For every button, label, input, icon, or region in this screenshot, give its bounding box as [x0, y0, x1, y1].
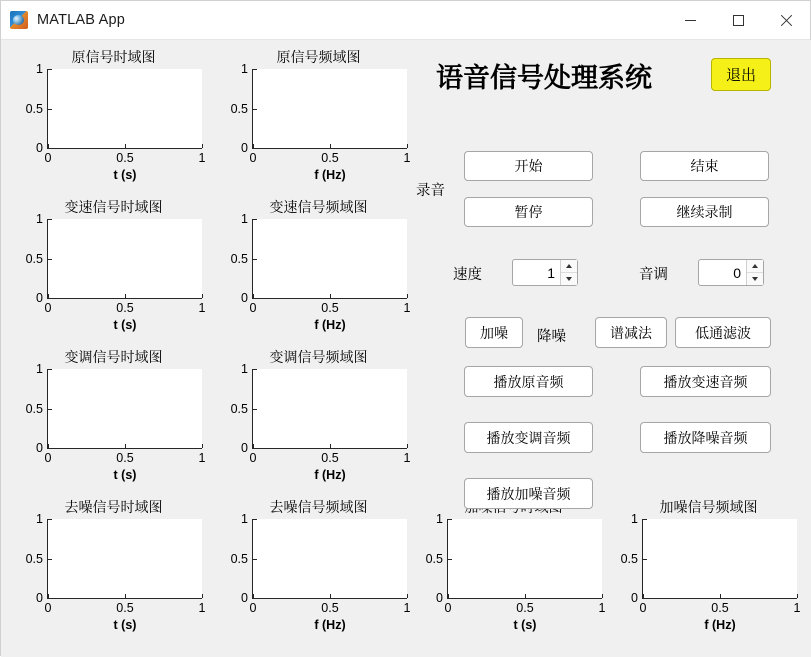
- plot-area: [230, 62, 411, 182]
- pause-record-button[interactable]: 暂停: [464, 197, 593, 227]
- pitch-value[interactable]: 0: [733, 264, 741, 281]
- chevron-up-icon: [752, 264, 758, 268]
- y-tick: 1: [241, 362, 248, 376]
- y-tick: 1: [631, 512, 638, 526]
- speed-label: 速度: [453, 267, 482, 283]
- x-tick: 0.5: [321, 601, 339, 615]
- close-icon: [780, 14, 793, 27]
- x-tick: 0: [44, 601, 52, 615]
- plot-title: 变调信号时域图: [64, 349, 163, 365]
- plot-area: [25, 362, 206, 482]
- plot-title: 加噪信号频域图: [659, 499, 758, 515]
- x-tick: 0: [44, 301, 52, 315]
- x-tick: 0: [639, 601, 647, 615]
- y-tick: 0.5: [25, 101, 43, 116]
- minimize-button[interactable]: [666, 1, 714, 39]
- minimize-icon: [685, 20, 696, 21]
- start-record-button[interactable]: 开始: [464, 151, 593, 181]
- x-tick: 0.5: [516, 601, 534, 615]
- x-tick: 1: [198, 601, 206, 615]
- play-denoised-button[interactable]: 播放降噪音频: [640, 422, 771, 453]
- chevron-down-icon: [566, 277, 572, 281]
- play-original-button[interactable]: 播放原音频: [464, 366, 593, 397]
- plot-area: [25, 62, 206, 182]
- x-tick: 1: [403, 601, 411, 615]
- plot-area: [230, 362, 411, 482]
- x-axis-label: f (Hz): [314, 468, 346, 482]
- y-tick: 0.5: [25, 551, 43, 566]
- y-tick: 1: [241, 62, 248, 76]
- add-noise-button[interactable]: 加噪: [465, 317, 523, 348]
- plot-area: [425, 512, 606, 632]
- x-tick: 1: [598, 601, 606, 615]
- plot-title: 去噪信号时域图: [64, 499, 163, 515]
- y-tick: 0: [36, 591, 43, 605]
- plot-area: [230, 512, 411, 632]
- y-tick: 0: [436, 591, 443, 605]
- plot-speed-freq: [226, 197, 411, 332]
- chevron-down-icon: [752, 277, 758, 281]
- x-tick: 1: [198, 301, 206, 315]
- quit-button[interactable]: 退出: [711, 58, 771, 91]
- maximize-button[interactable]: [714, 1, 762, 39]
- denoise-label: 降噪: [537, 329, 566, 345]
- plot-noisy-freq: [616, 497, 801, 632]
- continue-record-button[interactable]: 继续录制: [640, 197, 769, 227]
- y-tick: 1: [241, 212, 248, 226]
- x-tick: 1: [793, 601, 801, 615]
- y-tick: 0.5: [230, 401, 248, 416]
- play-speed-button[interactable]: 播放变速音频: [640, 366, 771, 397]
- x-axis-label: t (s): [113, 468, 137, 482]
- x-tick: 1: [198, 451, 206, 465]
- plot-denoised-freq: [226, 497, 411, 632]
- plot-title: 去噪信号频域图: [269, 499, 368, 515]
- plot-speed-time: [21, 197, 206, 332]
- y-tick: 1: [436, 512, 443, 526]
- record-label: 录音: [416, 183, 445, 199]
- speed-decrement-button[interactable]: [561, 273, 577, 285]
- x-axis-label: t (s): [513, 618, 537, 632]
- y-tick: 0.5: [230, 551, 248, 566]
- plot-denoised-time: [21, 497, 206, 632]
- window-controls: [666, 1, 810, 39]
- y-tick: 0.5: [230, 251, 248, 266]
- pitch-label: 音调: [639, 267, 668, 283]
- x-tick: 1: [403, 151, 411, 165]
- x-axis-label: f (Hz): [314, 618, 346, 632]
- y-tick: 0: [241, 591, 248, 605]
- pitch-arrows: [746, 260, 763, 285]
- x-axis-label: f (Hz): [704, 618, 736, 632]
- spectral-subtraction-button[interactable]: 谱减法: [595, 317, 667, 348]
- x-tick: 0: [249, 451, 257, 465]
- y-tick: 1: [36, 62, 43, 76]
- y-tick: 0.5: [620, 551, 638, 566]
- pitch-decrement-button[interactable]: [747, 273, 763, 285]
- plot-title: 原信号频域图: [276, 49, 361, 65]
- y-tick: 0: [36, 441, 43, 455]
- window-title: MATLAB App: [37, 12, 125, 28]
- x-tick: 0.5: [321, 301, 339, 315]
- x-tick: 0: [249, 601, 257, 615]
- x-axis-label: f (Hz): [314, 168, 346, 182]
- y-tick: 1: [36, 362, 43, 376]
- x-tick: 0.5: [711, 601, 729, 615]
- lowpass-filter-button[interactable]: 低通滤波: [675, 317, 771, 348]
- speed-increment-button[interactable]: [561, 260, 577, 273]
- x-axis-label: t (s): [113, 318, 137, 332]
- maximize-icon: [733, 15, 744, 26]
- app-content: [1, 40, 811, 657]
- plot-title: 变速信号频域图: [269, 199, 368, 215]
- pitch-stepper[interactable]: [698, 259, 764, 286]
- plot-original-freq: [226, 47, 411, 182]
- plot-title: 变速信号时域图: [64, 199, 163, 215]
- plot-title: 变调信号频域图: [269, 349, 368, 365]
- x-tick: 0: [44, 451, 52, 465]
- y-tick: 0.5: [25, 401, 43, 416]
- y-tick: 0: [36, 291, 43, 305]
- x-tick: 1: [403, 451, 411, 465]
- chevron-up-icon: [566, 264, 572, 268]
- play-noisy-button[interactable]: 播放加噪音频: [464, 478, 593, 509]
- matlab-icon: [10, 11, 28, 29]
- y-tick: 1: [36, 212, 43, 226]
- speed-arrows: [560, 260, 577, 285]
- plot-original-time: [21, 47, 206, 182]
- speed-value[interactable]: 1: [547, 264, 555, 281]
- x-tick: 1: [198, 151, 206, 165]
- close-button[interactable]: [762, 1, 810, 39]
- x-tick: 0: [444, 601, 452, 615]
- x-axis-label: t (s): [113, 618, 137, 632]
- plot-title: 原信号时域图: [71, 49, 156, 65]
- plot-pitch-freq: [226, 347, 411, 482]
- plot-area: [230, 212, 411, 332]
- plot-noisy-time: [421, 497, 606, 632]
- page-title: 语音信号处理系统: [436, 63, 652, 93]
- x-tick: 0.5: [321, 451, 339, 465]
- x-tick: 0.5: [116, 301, 134, 315]
- x-tick: 0: [249, 301, 257, 315]
- plot-area: [620, 512, 801, 632]
- y-tick: 0.5: [230, 101, 248, 116]
- plot-area: [25, 512, 206, 632]
- plot-pitch-time: [21, 347, 206, 482]
- x-tick: 0: [249, 151, 257, 165]
- y-tick: 0: [631, 591, 638, 605]
- x-tick: 0.5: [116, 451, 134, 465]
- y-tick: 0.5: [25, 251, 43, 266]
- pitch-increment-button[interactable]: [747, 260, 763, 273]
- y-tick: 0: [241, 441, 248, 455]
- plot-area: [25, 212, 206, 332]
- speed-stepper[interactable]: [512, 259, 578, 286]
- x-tick: 0.5: [321, 151, 339, 165]
- x-tick: 0.5: [116, 601, 134, 615]
- x-axis-label: f (Hz): [314, 318, 346, 332]
- y-tick: 1: [241, 512, 248, 526]
- y-tick: 0: [241, 291, 248, 305]
- y-tick: 1: [36, 512, 43, 526]
- stop-record-button[interactable]: 结束: [640, 151, 769, 181]
- y-tick: 0: [241, 141, 248, 155]
- y-tick: 0.5: [425, 551, 443, 566]
- x-tick: 1: [403, 301, 411, 315]
- y-tick: 0: [36, 141, 43, 155]
- x-tick: 0: [44, 151, 52, 165]
- play-pitch-button[interactable]: 播放变调音频: [464, 422, 593, 453]
- title-bar: [1, 1, 810, 40]
- x-tick: 0.5: [116, 151, 134, 165]
- x-axis-label: t (s): [113, 168, 137, 182]
